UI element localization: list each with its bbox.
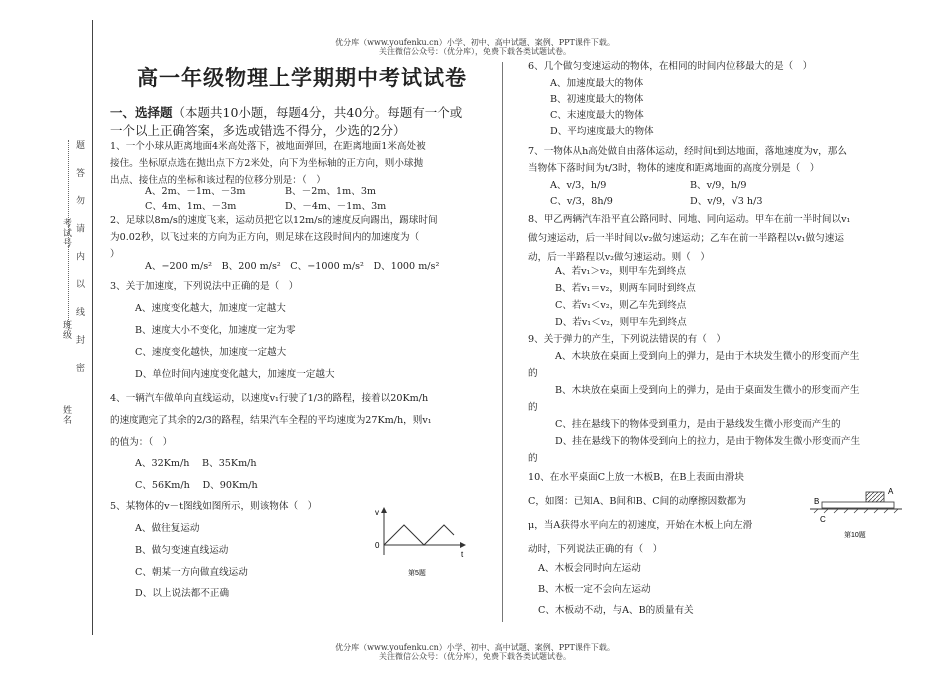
t-axis-arrow [460,542,466,548]
q10-line-1: 10、在水平桌面C上放一木板B，在B上表面由滑块 [528,472,744,483]
q7-option-d: D、v/9，√3 h/3 [690,196,763,207]
q8-options [555,263,696,331]
question-1 [110,138,500,189]
section-note-2: 一个以上正确答案，多选或错选不得分，少选的2分） [110,123,406,138]
header-line-1: 优分库（www.youfenku.cn）小学、初中、高中试题、案例、PPT课件下载。 [335,38,615,47]
name-label: 姓名 [61,405,71,425]
q5-option-a: A、做往复运动 [135,523,200,534]
q4-line-1: 4、一辆汽车做单向直线运动，以速度v₁行驶了1/3的路程，接着以20Km/h [110,393,429,404]
section-title: 一、选择题 [110,105,173,120]
section-note-1: （本题共10小题，每题4分，共40分。每题有一个或 [172,105,463,120]
question-2 [110,212,500,263]
q8-line-2: 做匀速运动，后一半时间以v₂做匀速运动；乙车在前一半路程以v₁做匀速运 [528,233,844,244]
seal-text: 题 答 勿 请 内 以 线 封 密 [74,140,84,380]
q6-stem: 6、几个做匀变速运动的物体，在相同的时间内位移最大的是（ ） [528,61,813,72]
q7-option-c: C、v/3，8h/9 [550,196,613,207]
board-b [822,502,894,508]
question-8 [528,210,850,267]
q3-stem: 3、关于加速度，下列说法中正确的是（ ） [110,281,299,292]
q10-option-c: C、木板动不动，与A、B的质量有关 [538,605,694,616]
q3-option-b: B、速度大小不变化，加速度一定为零 [135,325,296,336]
q9-option-c: C、挂在悬线下的物体受到重力，是由于悬线发生微小形变而产生的 [555,419,841,430]
q7-line-1: 7、一物体从h高处做自由落体运动，经时间t到达地面，落地速度为v，那么 [528,146,847,157]
class-label: 班级 [61,320,71,340]
q9-stem: 9、关于弹力的产生，下列说法错误的有（ ） [528,334,726,345]
q8-line-3: 动，后一半路程以v₂做匀速运动。则（ ） [528,252,710,263]
v-axis-arrow [381,507,387,513]
q3-option-d: D、单位时间内速度变化越大，加速度一定越大 [135,369,335,380]
q10-option-a: A、木板会同时向左运动 [538,563,641,574]
vt-graph-figure [368,505,473,580]
q8-option-c: C、若v₁＜v₂，则乙车先到终点 [555,300,687,311]
q9-options [528,348,898,467]
label-c: C [820,515,826,524]
question-10 [528,466,752,562]
q1-option-d: D、－4m、－1m、3m [285,201,387,212]
section-heading [110,104,495,140]
q8-option-a: A、若v₁＞v₂，则甲车先到终点 [555,266,686,277]
page-footer [0,643,950,661]
q10-line-2: C，如图：已知A、B间和B、C间的动摩擦因数都为 [528,496,746,507]
q10-line-3: μ，当A获得水平向左的初速度，开始在木板上向左滑 [528,520,753,531]
header-line-2: 关注微信公众号：（优分库），免费下载各类试题试卷。 [379,47,571,56]
vt-curve [384,525,454,545]
label-a: A [888,487,894,496]
q7-option-b: B、v/9，h/9 [690,180,747,191]
q8-line-1: 8、甲乙两辆汽车沿平直公路同时、同地、同向运动。甲车在前一半时间以v₁ [528,214,851,225]
q6-option-b: B、初速度最大的物体 [550,94,644,105]
q9-option-a-1: A、木块放在桌面上受到向上的弹力，是由于木块发生微小的形变而产生 [555,351,860,362]
q2-line-3: ） [110,249,120,260]
ground-hatching [814,509,898,513]
q1-line-2: 接住。坐标原点选在抛出点下方2米处，向下为坐标轴的正方向，则小球抛 [110,158,424,169]
q2-line-2: 为0.02秒，以飞过来的方向为正方向，则足球在这段时间内的加速度为（ [110,232,420,243]
q8-option-b: B、若v₁＝v₂，则两车同时到终点 [555,283,696,294]
q2-line-1: 2、足球以8m/s的速度飞来，运动员把它以12m/s的速度反向踢出，踢球时间 [110,215,438,226]
q3-option-a: A、速度变化越大，加速度一定越大 [135,303,286,314]
q7-option-a: A、v/3，h/9 [550,180,607,191]
question-4 [110,388,500,454]
footer-line-1: 优分库（www.youfenku.cn）小学、初中、高中试题、案例、PPT课件下载。 [335,643,615,652]
page-title: 高一年级物理上学期期中考试试卷 [137,66,467,90]
q4-line-3: 的值为：（ ） [110,437,173,448]
q9-option-d-1: D、挂在悬线下的物体受到向上的拉力，是由于物体发生微小形变而产生 [555,436,861,447]
fig5-caption: 第5题 [408,570,426,577]
q5-stem: 5、某物体的v－t图线如图所示，则该物体（ ） [110,501,318,512]
origin-label: 0 [375,541,380,550]
q1-option-b: B、－2m、1m、3m [285,186,377,197]
q1-line-1: 1、一个小球从距离地面4米高处落下，被地面弹回，在距离地面1米高处被 [110,141,426,152]
q6-option-a: A、加速度最大的物体 [550,78,644,89]
page-header [0,38,950,56]
q7-line-2: 当物体下落时间为t/3时，物体的速度和距离地面的高度分别是（ ） [528,163,820,174]
q5-option-c: C、朝某一方向做直线运动 [135,567,248,578]
left-border-line [92,20,93,635]
q9-option-b-2: 的 [528,402,538,413]
question-7 [528,143,847,177]
q8-option-d: D、若v₁＜v₂，则甲车先到终点 [555,317,687,328]
q5-option-b: B、做匀变速直线运动 [135,545,229,556]
q10-option-b: B、木板一定不会向左运动 [538,584,651,595]
v-axis-label: v [375,508,379,517]
q10-line-4: 动时，下列说法正确的有（ ） [528,544,663,555]
block-board-figure [808,482,908,542]
q1-option-c: C、4m、1m、－3m [145,201,237,212]
q9-option-b-1: B、木块放在桌面上受到向上的弹力，是由于桌面发生微小的形变而产生 [555,385,860,396]
q6-option-c: C、末速度最大的物体 [550,110,644,121]
column-divider [502,62,503,622]
exam-number-label: 考试号 [61,218,71,248]
q6-option-d: D、平均速度最大的物体 [550,126,654,137]
t-axis-label: t [461,550,464,559]
q5-option-d: D、以上说法都不正确 [135,588,230,599]
q4-line-2: 的速度跑完了其余的2/3的路程，结果汽车全程的平均速度为27Km/h，则v₁ [110,415,432,426]
fig10-caption: 第10题 [844,532,866,539]
q4-options-cd: C、56Km/h D、90Km/h [135,480,258,491]
block-a [866,492,884,502]
q4-options-ab: A、32Km/h B、35Km/h [135,458,257,469]
q9-option-a-2: 的 [528,368,538,379]
label-b: B [814,497,820,506]
footer-line-2: 关注微信公众号：（优分库），免费下载各类试题试卷。 [379,652,571,661]
q2-options: A、−200 m/s² B、200 m/s² C、−1000 m/s² D、1000 m/s² [145,261,440,272]
q6-options [550,76,654,140]
q10-options [538,558,694,621]
q3-option-c: C、速度变化越快，加速度一定越大 [135,347,287,358]
q1-option-a: A、2m、－1m、－3m [145,186,246,197]
q1-line-3: 出点、接住点的坐标和该过程的位移分别是：（ ） [110,175,326,186]
q9-option-d-2: 的 [528,453,538,464]
